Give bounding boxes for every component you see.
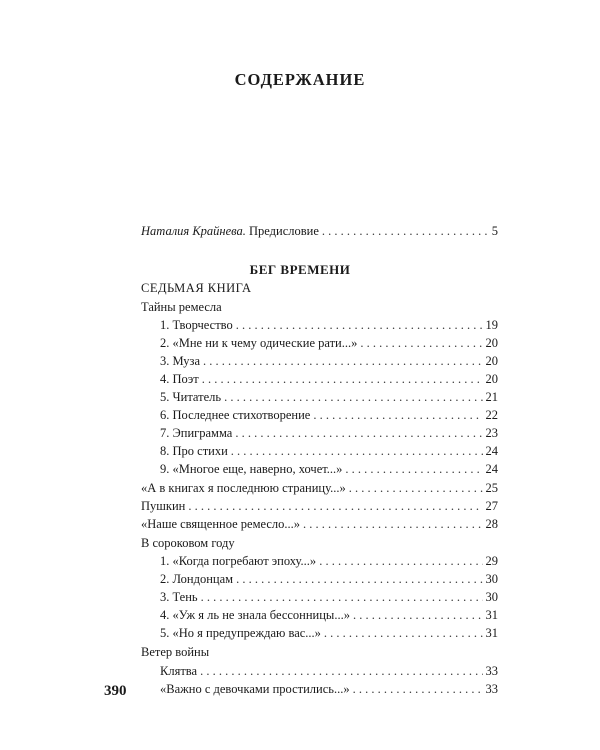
toc-entry[interactable]: 3. Муза . . . 20 — [160, 354, 498, 369]
leader-dots — [349, 481, 483, 496]
preface-title: Предисловие — [245, 224, 319, 238]
toc-entry[interactable]: 2. «Мне ни к чему одические рати...» . . . 20 — [160, 336, 498, 351]
leader-dots — [353, 608, 483, 623]
leader-dots — [202, 372, 483, 387]
toc-entry[interactable]: 6. Последнее стихотворение . . . 22 — [160, 408, 498, 423]
folio-page-number: 390 — [104, 683, 127, 699]
toc-entry[interactable]: 3. Тень . . . 30 — [160, 590, 498, 605]
page-number: 20 — [485, 372, 498, 386]
preface-author: Наталия Крайнева. — [141, 224, 246, 238]
toc-entry[interactable]: 7. Эпиграмма . . . 23 — [160, 426, 498, 441]
leader-dots — [188, 499, 482, 514]
leader-dots — [360, 336, 482, 351]
page-number: 19 — [485, 318, 498, 332]
toc-entry[interactable]: «А в книгах я последнюю страницу...» . . . 25 — [141, 481, 498, 496]
leader-dots — [322, 224, 489, 239]
toc-entry[interactable]: 2. Лондонцам . . . 30 — [160, 572, 498, 587]
page-number: 33 — [485, 664, 498, 678]
group-heading[interactable]: В сороковом году — [141, 536, 235, 550]
leader-dots — [353, 682, 483, 697]
page-number: 31 — [485, 626, 498, 640]
toc-entry[interactable]: 4. Поэт . . . 20 — [160, 372, 498, 387]
leader-dots — [303, 517, 482, 532]
page-number: 27 — [485, 499, 498, 513]
page-number: 29 — [485, 554, 498, 568]
toc-entry[interactable]: «Важно с девочками простились...» . . . 33 — [160, 682, 498, 697]
toc-entry[interactable]: 1. «Когда погребают эпоху...» . . . 29 — [160, 554, 498, 569]
page-number: 23 — [485, 426, 498, 440]
leader-dots — [236, 318, 483, 333]
page-number: 30 — [485, 572, 498, 586]
leader-dots — [224, 390, 482, 405]
page-number: 24 — [485, 444, 498, 458]
page-number: 20 — [485, 354, 498, 368]
section-title: БЕГ ВРЕМЕНИ — [249, 262, 351, 277]
page-title: СОДЕРЖАНИЕ — [234, 70, 366, 89]
page-number: 24 — [485, 462, 498, 476]
page-number: 20 — [485, 336, 498, 350]
toc-entry[interactable]: 8. Про стихи . . . 24 — [160, 444, 498, 459]
leader-dots — [319, 554, 482, 569]
toc-entry[interactable]: Пушкин . . . 27 — [141, 499, 498, 514]
toc-entry[interactable]: 1. Творчество . . . 19 — [160, 318, 498, 333]
leader-dots — [313, 408, 482, 423]
leader-dots — [236, 572, 482, 587]
page-number: 21 — [485, 390, 498, 404]
leader-dots — [200, 664, 482, 679]
page-number: 33 — [485, 682, 498, 696]
page-number: 25 — [485, 481, 498, 495]
toc-entry-preface[interactable] — [141, 224, 498, 239]
page-number: 30 — [485, 590, 498, 604]
page-number: 28 — [485, 517, 498, 531]
toc-entry[interactable]: 9. «Многое еще, наверно, хочет...» . . . 24 — [160, 462, 498, 477]
page-number: 31 — [485, 608, 498, 622]
leader-dots — [324, 626, 483, 641]
leader-dots — [203, 354, 482, 369]
leader-dots — [201, 590, 483, 605]
subsection-title: СЕДЬМАЯ КНИГА — [141, 281, 252, 295]
toc-entry[interactable]: 4. «Уж я ль не знала бессонницы...» . . . 31 — [160, 608, 498, 623]
group-heading[interactable]: Тайны ремесла — [141, 300, 222, 314]
page-number: 5 — [491, 224, 498, 238]
toc-entry[interactable]: Клятва . . . 33 — [160, 664, 498, 679]
toc-entry[interactable]: 5. «Но я предупреждаю вас...» . . . 31 — [160, 626, 498, 641]
leader-dots — [345, 462, 482, 477]
toc-entry[interactable]: «Наше священное ремесло...» . . . 28 — [141, 517, 498, 532]
group-heading[interactable]: Ветер войны — [141, 645, 210, 659]
leader-dots — [235, 426, 482, 441]
toc-entry[interactable]: 5. Читатель . . . 21 — [160, 390, 498, 405]
leader-dots — [231, 444, 483, 459]
page-number: 22 — [485, 408, 498, 422]
